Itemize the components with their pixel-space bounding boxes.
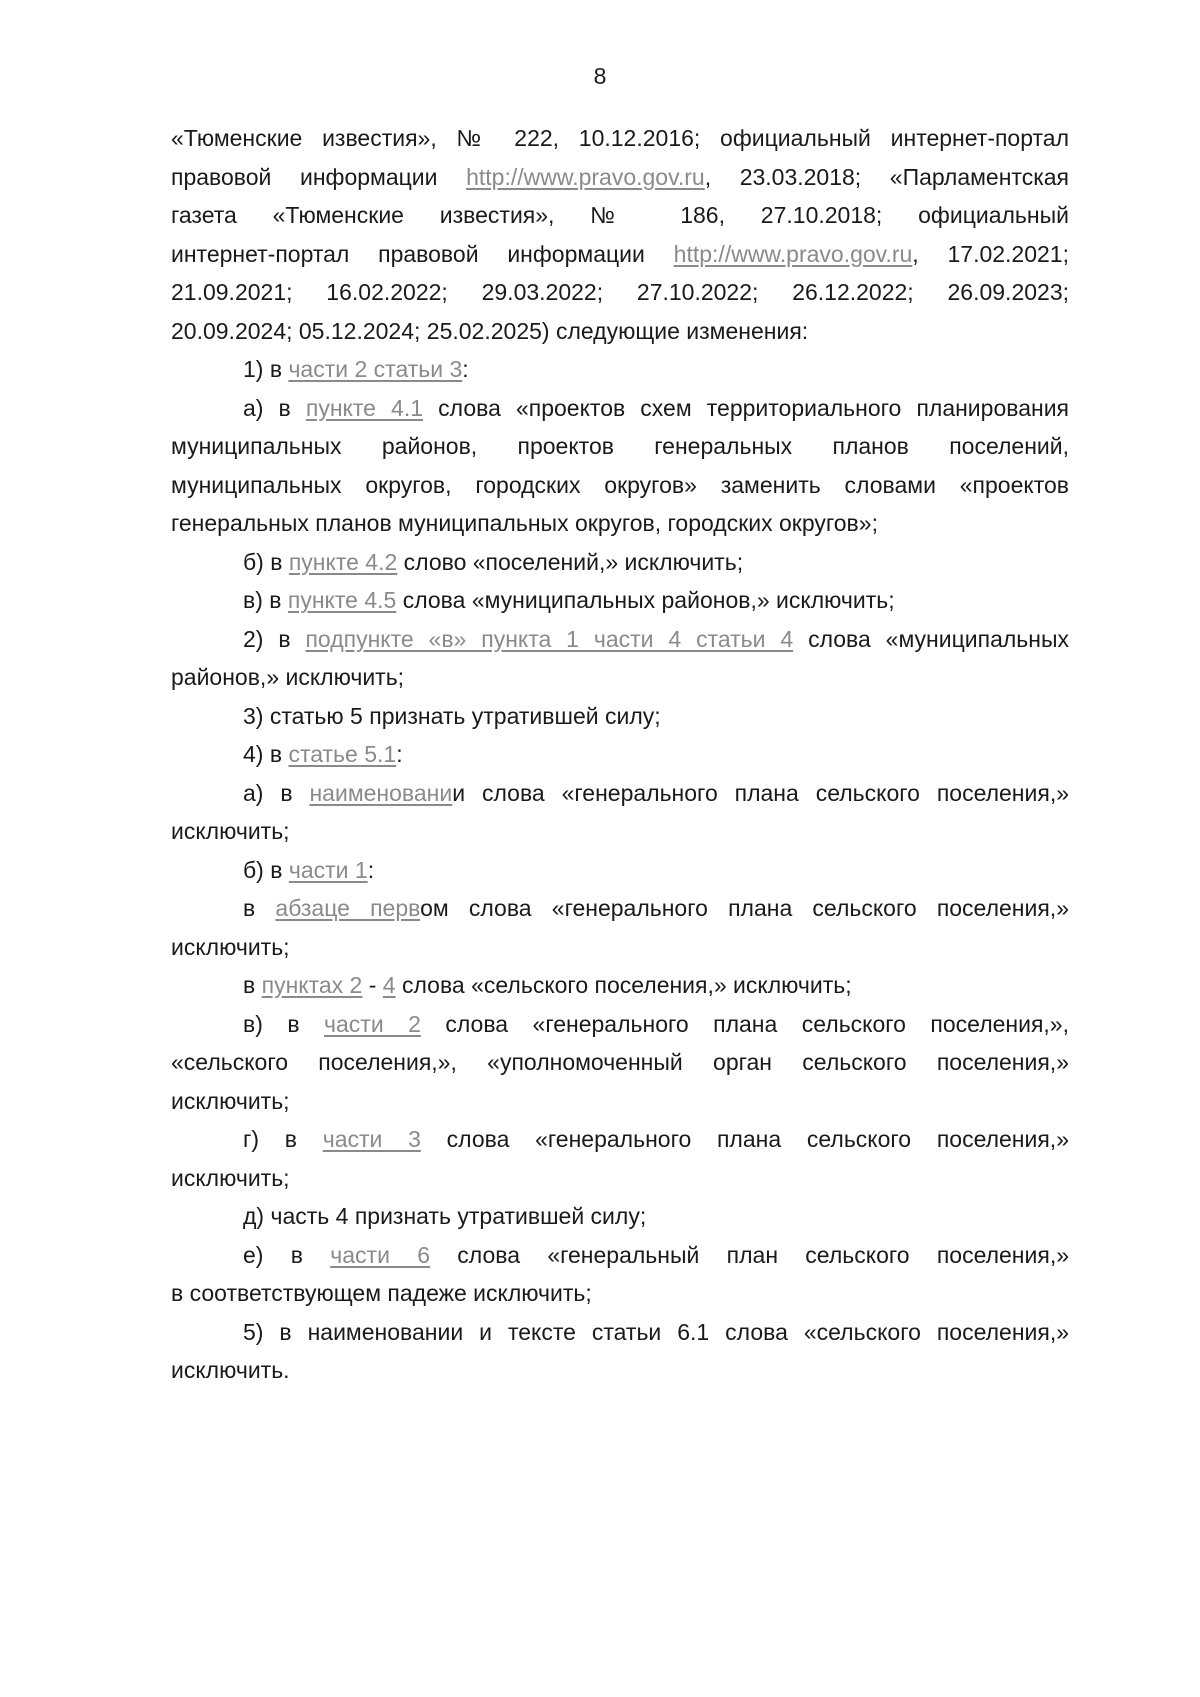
- text-line: [171, 425, 1069, 467]
- text-run: и слова «генерального плана сельского поселения,»: [452, 779, 1069, 806]
- text-run: слова «генерального плана сельского поселения,»: [420, 1126, 1069, 1152]
- text-run: г) в: [243, 1126, 323, 1152]
- text-run: -: [362, 972, 383, 998]
- reference-link[interactable]: наименовани: [309, 779, 453, 806]
- text-run: газета «Тюменские известия», № 186, 27.10.2018; официальный: [171, 202, 1069, 228]
- reference-link[interactable]: статье 5.1: [288, 741, 397, 767]
- text-run: генеральных планов муниципальных округов, городских округов»;: [171, 510, 878, 536]
- text-run: в: [243, 972, 262, 998]
- text-run: слова «сельского поселения,» исключить;: [395, 972, 852, 998]
- text-run: «сельского поселения,», «уполномоченный орган сельского поселения,»: [171, 1049, 1069, 1075]
- text-run: д) часть 4 признать утратившей силу;: [243, 1203, 647, 1229]
- text-run: районов,» исключить;: [171, 664, 405, 690]
- text-run: 5) в наименовании и тексте статьи 6.1 слова «сельского поселения,»: [243, 1318, 1069, 1345]
- text-line: [171, 849, 1069, 891]
- reference-link[interactable]: пункте 4.2: [288, 548, 398, 575]
- text-run: е) в: [243, 1241, 331, 1268]
- text-run: а) в: [243, 779, 310, 806]
- text-run: слова «генеральный план сельского поселения,»: [430, 1241, 1069, 1268]
- text-line: [171, 926, 1069, 968]
- text-run: ом слова «генерального плана сельского поселения,»: [420, 895, 1069, 921]
- text-line: [171, 964, 1069, 1006]
- text-line: [171, 695, 1069, 737]
- text-run: в) в: [243, 1010, 325, 1037]
- text-run: 4) в: [243, 741, 289, 767]
- text-line: [171, 810, 1069, 852]
- reference-link[interactable]: части 6: [330, 1241, 431, 1268]
- reference-link[interactable]: пункте 4.5: [287, 587, 397, 613]
- text-line: [171, 1080, 1069, 1122]
- text-line: [171, 579, 1069, 621]
- text-run: а) в: [243, 394, 306, 421]
- text-run: 21.09.2021; 16.02.2022; 29.03.2022; 27.10.2022; 26.12.2022; 26.09.2023;: [171, 279, 1069, 305]
- text-line: [171, 618, 1069, 660]
- text-run: «Тюменские известия», № 222, 10.12.2016; официальный интернет-портал: [171, 125, 1069, 151]
- text-line: [171, 1041, 1069, 1083]
- text-run: :: [396, 741, 403, 767]
- reference-link[interactable]: пунктах 2: [261, 972, 363, 998]
- text-run: слова «генерального плана сельского поселения,»,: [420, 1010, 1069, 1037]
- text-line: [171, 1349, 1069, 1391]
- text-line: [171, 271, 1069, 313]
- text-run: исключить;: [171, 933, 290, 960]
- text-line: [171, 887, 1069, 929]
- text-run: 20.09.2024; 05.12.2024; 25.02.2025) следующие изменения:: [171, 317, 809, 344]
- reference-link[interactable]: пункте 4.1: [305, 394, 424, 421]
- page-number: 8: [593, 63, 607, 89]
- text-run: , 17.02.2021;: [912, 240, 1069, 267]
- reference-link[interactable]: части 2 статьи 3: [288, 356, 463, 382]
- text-run: в: [243, 895, 276, 921]
- text-line: [171, 772, 1069, 814]
- text-run: , 23.03.2018; «Парламентская: [704, 163, 1069, 190]
- text-run: слова «проектов схем территориального планирования: [423, 394, 1069, 421]
- text-run: исключить;: [171, 1164, 290, 1191]
- text-run: слова «муниципальных районов,» исключить;: [396, 587, 895, 613]
- text-run: правовой информации: [171, 163, 467, 190]
- text-line: [171, 156, 1069, 198]
- text-line: [171, 502, 1069, 544]
- reference-link[interactable]: части 2: [324, 1010, 421, 1037]
- text-line: [171, 310, 1069, 352]
- text-line: [171, 348, 1069, 390]
- text-run: слово «поселений,» исключить;: [397, 548, 744, 575]
- reference-link[interactable]: подпункте «в» пункта 1 части 4 статьи 4: [305, 625, 794, 652]
- reference-link[interactable]: 4: [382, 972, 396, 998]
- text-line: [171, 1272, 1069, 1314]
- text-line: [171, 1311, 1069, 1353]
- text-run: б) в: [243, 856, 289, 883]
- text-run: муниципальных округов, городских округов» заменить словами «проектов: [171, 471, 1069, 498]
- text-line: [171, 1195, 1069, 1237]
- text-run: :: [462, 356, 469, 382]
- text-line: [171, 1118, 1069, 1160]
- text-line: [171, 541, 1069, 583]
- text-line: [171, 1234, 1069, 1276]
- text-line: [171, 464, 1069, 506]
- text-run: 2) в: [243, 625, 306, 652]
- text-run: в) в: [243, 587, 288, 613]
- reference-link[interactable]: http://www.pravo.gov.ru: [466, 163, 705, 190]
- text-line: [171, 656, 1069, 698]
- text-line: [171, 387, 1069, 429]
- text-line: [171, 233, 1069, 275]
- text-run: исключить;: [171, 818, 290, 844]
- text-line: [171, 1157, 1069, 1199]
- text-run: 1) в: [243, 356, 289, 382]
- text-run: муниципальных районов, проектов генеральных планов поселений,: [171, 433, 1069, 459]
- text-run: :: [367, 856, 375, 883]
- text-line: [171, 194, 1069, 236]
- text-line: [171, 733, 1069, 775]
- text-run: исключить.: [171, 1357, 290, 1383]
- text-line: [171, 117, 1069, 159]
- text-run: 3) статью 5 признать утратившей силу;: [243, 702, 661, 729]
- reference-link[interactable]: части 1: [288, 856, 368, 883]
- text-run: интернет-портал правовой информации: [171, 240, 674, 267]
- text-run: слова «муниципальных: [793, 625, 1069, 652]
- text-line: [171, 1003, 1069, 1045]
- reference-link[interactable]: http://www.pravo.gov.ru: [673, 240, 913, 267]
- reference-link[interactable]: части 3: [322, 1126, 421, 1152]
- reference-link[interactable]: абзаце перв: [275, 895, 421, 921]
- text-run: исключить;: [171, 1087, 290, 1114]
- text-run: б) в: [243, 548, 289, 575]
- text-run: в соответствующем падеже исключить;: [171, 1280, 592, 1306]
